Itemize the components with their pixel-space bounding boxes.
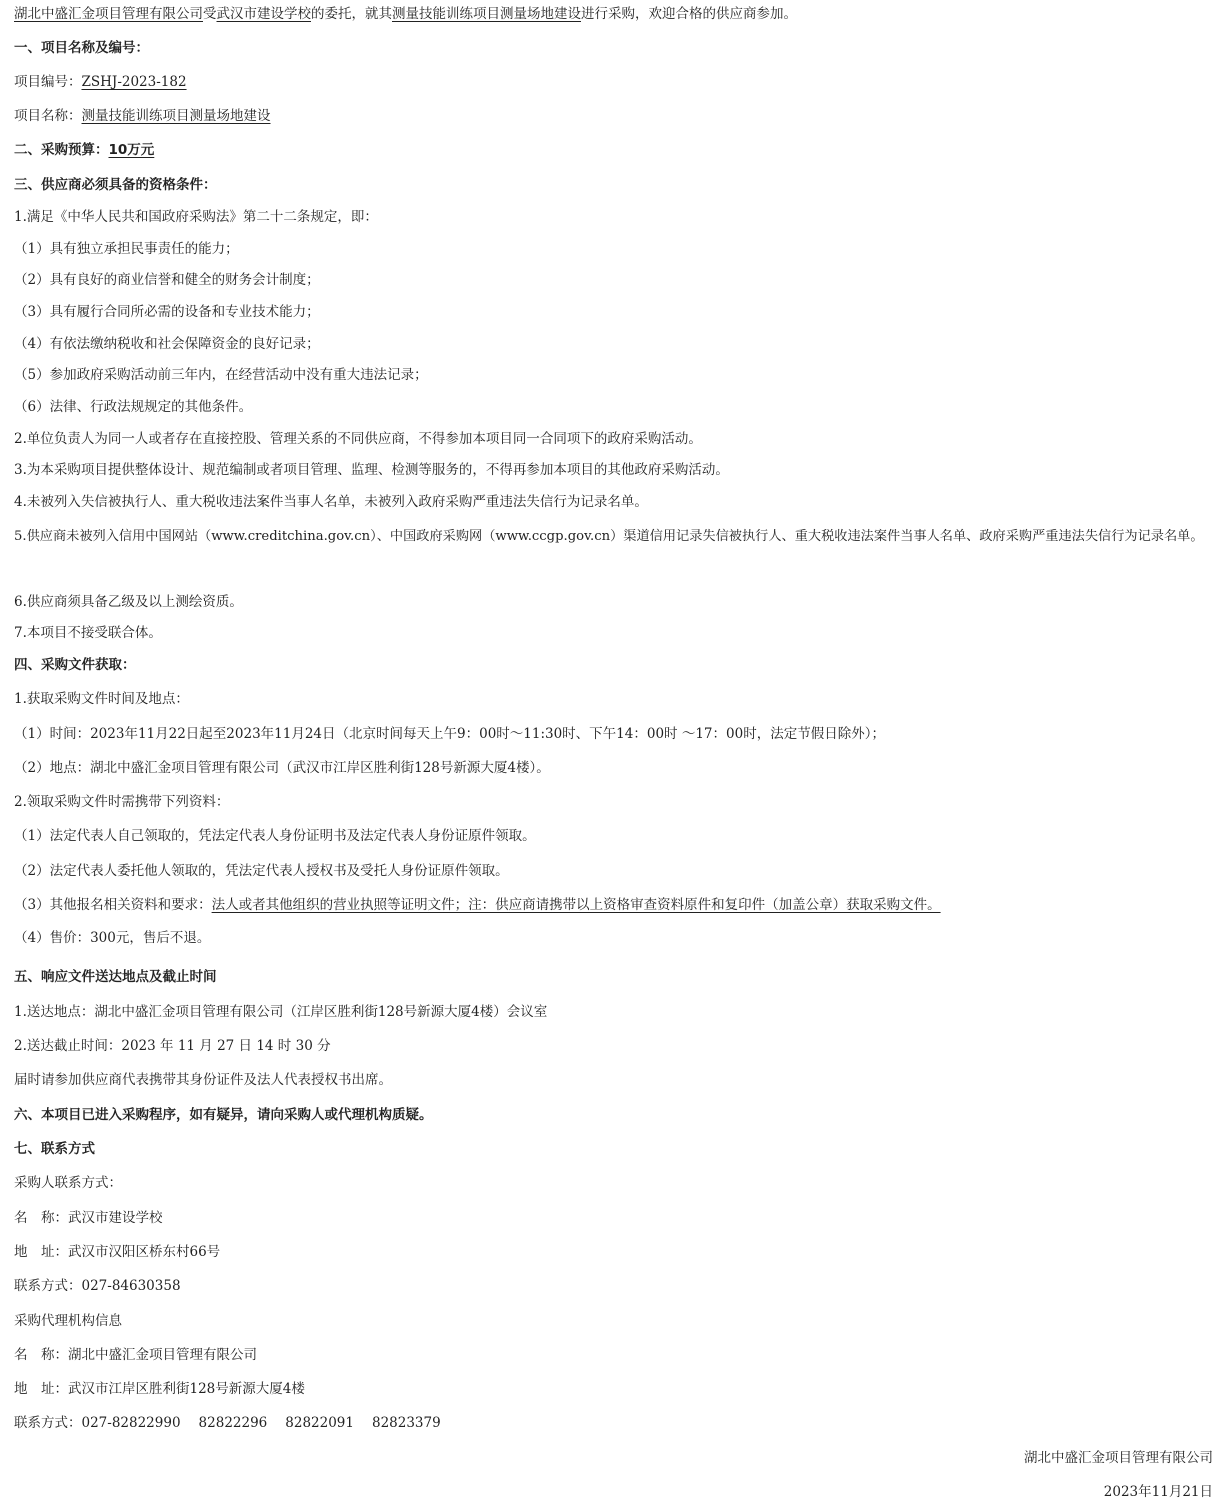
section-5-heading: 五、响应文件送达地点及截止时间: [14, 969, 217, 985]
intro-text-3: 进行采购，欢迎合格的供应商参加。: [581, 6, 797, 22]
agent-phone-4: 82823379: [371, 1415, 441, 1431]
condition-3: 3.为本采购项目提供整体设计、规范编制或者项目管理、监理、检测等服务的，不得再参加本项目的其他政府采购活动。: [14, 462, 729, 478]
agent-phone-label: 联系方式：: [14, 1415, 82, 1431]
agent-phone-2: 82822296: [198, 1415, 268, 1431]
obtain-1-2: （2）地点：湖北中盛汇金项目管理有限公司（武汉市江岸区胜利街128号新源大厦4楼）。: [14, 760, 550, 776]
buyer-address: 地 址：武汉市汉阳区桥东村66号: [14, 1244, 221, 1260]
obtain-2: 2.领取采购文件时需携带下列资料：: [14, 794, 230, 810]
obtain-2-3: [14, 895, 941, 915]
condition-7: 7.本项目不接受联合体。: [14, 625, 162, 641]
footer-company: 湖北中盛汇金项目管理有限公司: [1024, 1450, 1213, 1466]
intro-paragraph: [14, 4, 797, 24]
section-3-heading: 三、供应商必须具备的资格条件：: [14, 177, 217, 193]
condition-1-1: （1）具有独立承担民事责任的能力；: [14, 241, 239, 257]
agent-name: 名 称：湖北中盛汇金项目管理有限公司: [14, 1347, 257, 1363]
intro-school: 武汉市建设学校: [216, 6, 311, 22]
project-name-label: 项目名称：: [14, 108, 82, 124]
footer-date: 2023年11月21日: [1103, 1484, 1213, 1500]
agent-info-title: 采购代理机构信息: [14, 1313, 122, 1329]
project-code-label: 项目编号：: [14, 74, 82, 90]
agent-phone-3: 82822091: [285, 1415, 354, 1431]
delivery-deadline: 2.送达截止时间：2023 年 11 月 27 日 14 时 30 分: [14, 1038, 331, 1054]
obtain-1-1: （1）时间：2023年11月22日起至2023年11月24日（北京时间每天上午9：00时～11:30时、下午14：00时 ～17：00时，法定节假日除外）；: [14, 726, 885, 742]
obtain-2-3-label: （3）其他报名相关资料和要求：: [14, 897, 212, 913]
section-4-heading: 四、采购文件获取：: [14, 657, 136, 673]
condition-1-3: （3）具有履行合同所必需的设备和专业技术能力；: [14, 304, 320, 320]
section-6-heading: 六、本项目已进入采购程序，如有疑异，请向采购人或代理机构质疑。: [14, 1107, 433, 1123]
condition-1-2: （2）具有良好的商业信誉和健全的财务会计制度；: [14, 272, 320, 288]
agent-address: 地 址：武汉市江岸区胜利街128号新源大厦4楼: [14, 1381, 305, 1397]
condition-6: 6.供应商须具备乙级及以上测绘资质。: [14, 594, 243, 610]
section-1-heading: 一、项目名称及编号：: [14, 40, 149, 56]
project-code: ZSHJ-2023-182: [81, 74, 187, 90]
section-7-heading: 七、联系方式: [14, 1141, 95, 1157]
budget-amount: 10万元: [108, 142, 155, 158]
intro-text-1: 受: [203, 6, 217, 22]
delivery-note: 届时请参加供应商代表携带其身份证件及法人代表授权书出席。: [14, 1072, 392, 1088]
obtain-2-3-requirements: 法人或者其他组织的营业执照等证明文件；注：供应商请携带以上资格审查资料原件和复印件（加盖公章）获取采购文件。: [211, 897, 941, 913]
project-name: 测量技能训练项目测量场地建设: [81, 108, 271, 124]
section-2-heading: [14, 140, 154, 160]
agent-phone-row: [14, 1413, 441, 1433]
condition-4: 4.未被列入失信被执行人、重大税收违法案件当事人名单，未被列入政府采购严重违法失信行为记录名单。: [14, 494, 648, 510]
condition-2: 2.单位负责人为同一人或者存在直接控股、管理关系的不同供应商，不得参加本项目同一合同项下的政府采购活动。: [14, 431, 702, 447]
condition-5: 5.供应商未被列入信用中国网站（www.creditchina.gov.cn）、中国政府采购网（www.ccgp.gov.cn）渠道信用记录失信被执行人、重大税收违法案件当事人名单、政府采购严重违法失信行为记录名单。: [14, 529, 1204, 544]
condition-1-6: （6）法律、行政法规规定的其他条件。: [14, 399, 253, 415]
intro-project: 测量技能训练项目测量场地建设: [392, 6, 581, 22]
obtain-2-1: （1）法定代表人自己领取的，凭法定代表人身份证明书及法定代表人身份证原件领取。: [14, 828, 536, 844]
condition-1: 1.满足《中华人民共和国政府采购法》第二十二条规定，即：: [14, 209, 378, 225]
project-code-row: [14, 72, 187, 92]
buyer-contact-title: 采购人联系方式：: [14, 1175, 122, 1191]
project-name-row: [14, 106, 271, 126]
buyer-name: 名 称：武汉市建设学校: [14, 1210, 163, 1226]
delivery-place: 1.送达地点：湖北中盛汇金项目管理有限公司（江岸区胜利街128号新源大厦4楼）会议室: [14, 1004, 548, 1020]
section-2-label: 二、采购预算：: [14, 142, 109, 158]
condition-1-4: （4）有依法缴纳税收和社会保障资金的良好记录；: [14, 336, 320, 352]
intro-text-2: 的委托，就其: [311, 6, 392, 22]
agent-phone-1: 027-82822990: [81, 1415, 181, 1431]
intro-agency: 湖北中盛汇金项目管理有限公司: [14, 6, 203, 22]
buyer-phone: 联系方式：027-84630358: [14, 1278, 181, 1294]
obtain-2-2: （2）法定代表人委托他人领取的，凭法定代表人授权书及受托人身份证原件领取。: [14, 863, 509, 879]
obtain-1: 1.获取采购文件时间及地点：: [14, 691, 189, 707]
condition-1-5: （5）参加政府采购活动前三年内，在经营活动中没有重大违法记录；: [14, 367, 428, 383]
obtain-2-4: （4）售价：300元，售后不退。: [14, 930, 211, 946]
